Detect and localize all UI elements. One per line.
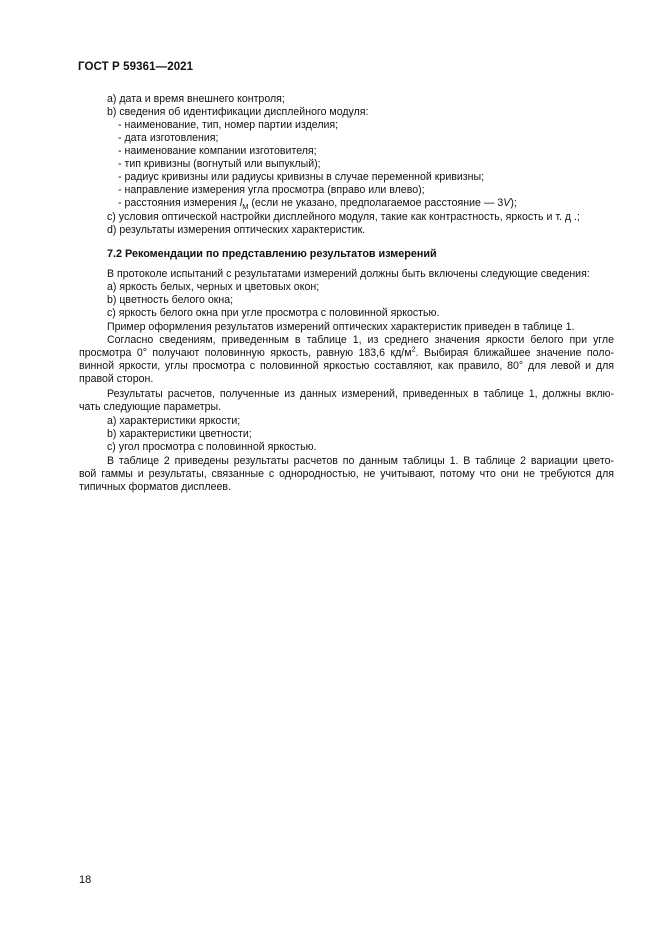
text-fragment: - расстояния измерения	[118, 197, 240, 209]
section-heading: 7.2 Рекомендации по представлению результатов измерений	[107, 248, 437, 260]
list-item: - дата изготовления;	[118, 132, 219, 144]
list-item: b) характеристики цветности;	[107, 428, 252, 440]
document-code: ГОСТ Р 59361—2021	[78, 61, 194, 73]
list-item: - радиус кривизны или радиусы кривизны в случае переменной кривизны;	[118, 171, 485, 183]
list-item: а) характеристики яркости;	[107, 415, 241, 427]
list-item: - наименование компании изготовителя;	[118, 145, 317, 157]
variable-l: l	[239, 197, 243, 209]
paragraph-line: Результаты расчетов, полученные из данных измерений, приведенных в таблице 1, должны вклю-	[107, 388, 614, 400]
list-item: с) условия оптической настройки дисплейного модуля, такие как контрастность, яркость и т. д .;	[107, 211, 580, 223]
list-item-distance	[118, 197, 517, 210]
paragraph-line: типичных форматов дисплеев.	[79, 481, 231, 493]
list-item: с) угол просмотра с половинной яркостью.	[107, 441, 317, 453]
paragraph-line: чать следующие параметры.	[79, 401, 222, 413]
list-item: - направление измерения угла просмотра (вправо или влево);	[118, 184, 425, 196]
text-fragment: просмотра 0° получают половинную яркость, равную 183,6 кд/м	[79, 347, 412, 359]
paragraph-line: Согласно сведениям, приведенным в таблице 1, из среднего значения яркости белого при угле	[107, 334, 614, 346]
paragraph-line	[79, 344, 614, 360]
text-fragment: (если не указано, предполагаемое расстояние — 3	[248, 197, 504, 209]
paragraph: Пример оформления результатов измерений оптических характеристик приведен в таблице 1.	[107, 321, 575, 333]
list-item: а) дата и время внешнего контроля;	[107, 93, 285, 105]
list-item: b) сведения об идентификации дисплейного модуля:	[107, 106, 369, 118]
paragraph-line: правой сторон.	[79, 373, 154, 385]
subscript-m: M	[242, 202, 249, 212]
list-item: d) результаты измерения оптических характеристик.	[107, 224, 366, 236]
page-number: 18	[79, 874, 92, 886]
list-item: b) цветность белого окна;	[107, 294, 234, 306]
text-fragment: );	[510, 197, 517, 209]
text-fragment: . Выбирая ближайшее значение поло-	[415, 347, 614, 359]
paragraph-line: В таблице 2 приведены результаты расчетов по данным таблицы 1. В таблице 2 вариации цвето-	[107, 455, 614, 467]
paragraph-line: вой гаммы и результаты, связанные с однородностью, не учитывают, потому что они не требуются для	[79, 468, 614, 480]
list-item: - тип кривизны (вогнутый или выпуклый);	[118, 158, 321, 170]
superscript: 2	[411, 344, 416, 354]
list-item: с) яркость белого окна при угле просмотра с половинной яркостью.	[107, 307, 440, 319]
paragraph-line: винной яркости, углы просмотра с половинной яркостью составляют, как правило, 80° для левой и для	[79, 360, 614, 372]
paragraph: В протоколе испытаний с результатами измерений должны быть включены следующие сведения:	[107, 268, 590, 280]
list-item: а) яркость белых, черных и цветовых окон;	[107, 281, 320, 293]
variable-v: V	[503, 197, 511, 209]
list-item: - наименование, тип, номер партии изделия;	[118, 119, 339, 131]
